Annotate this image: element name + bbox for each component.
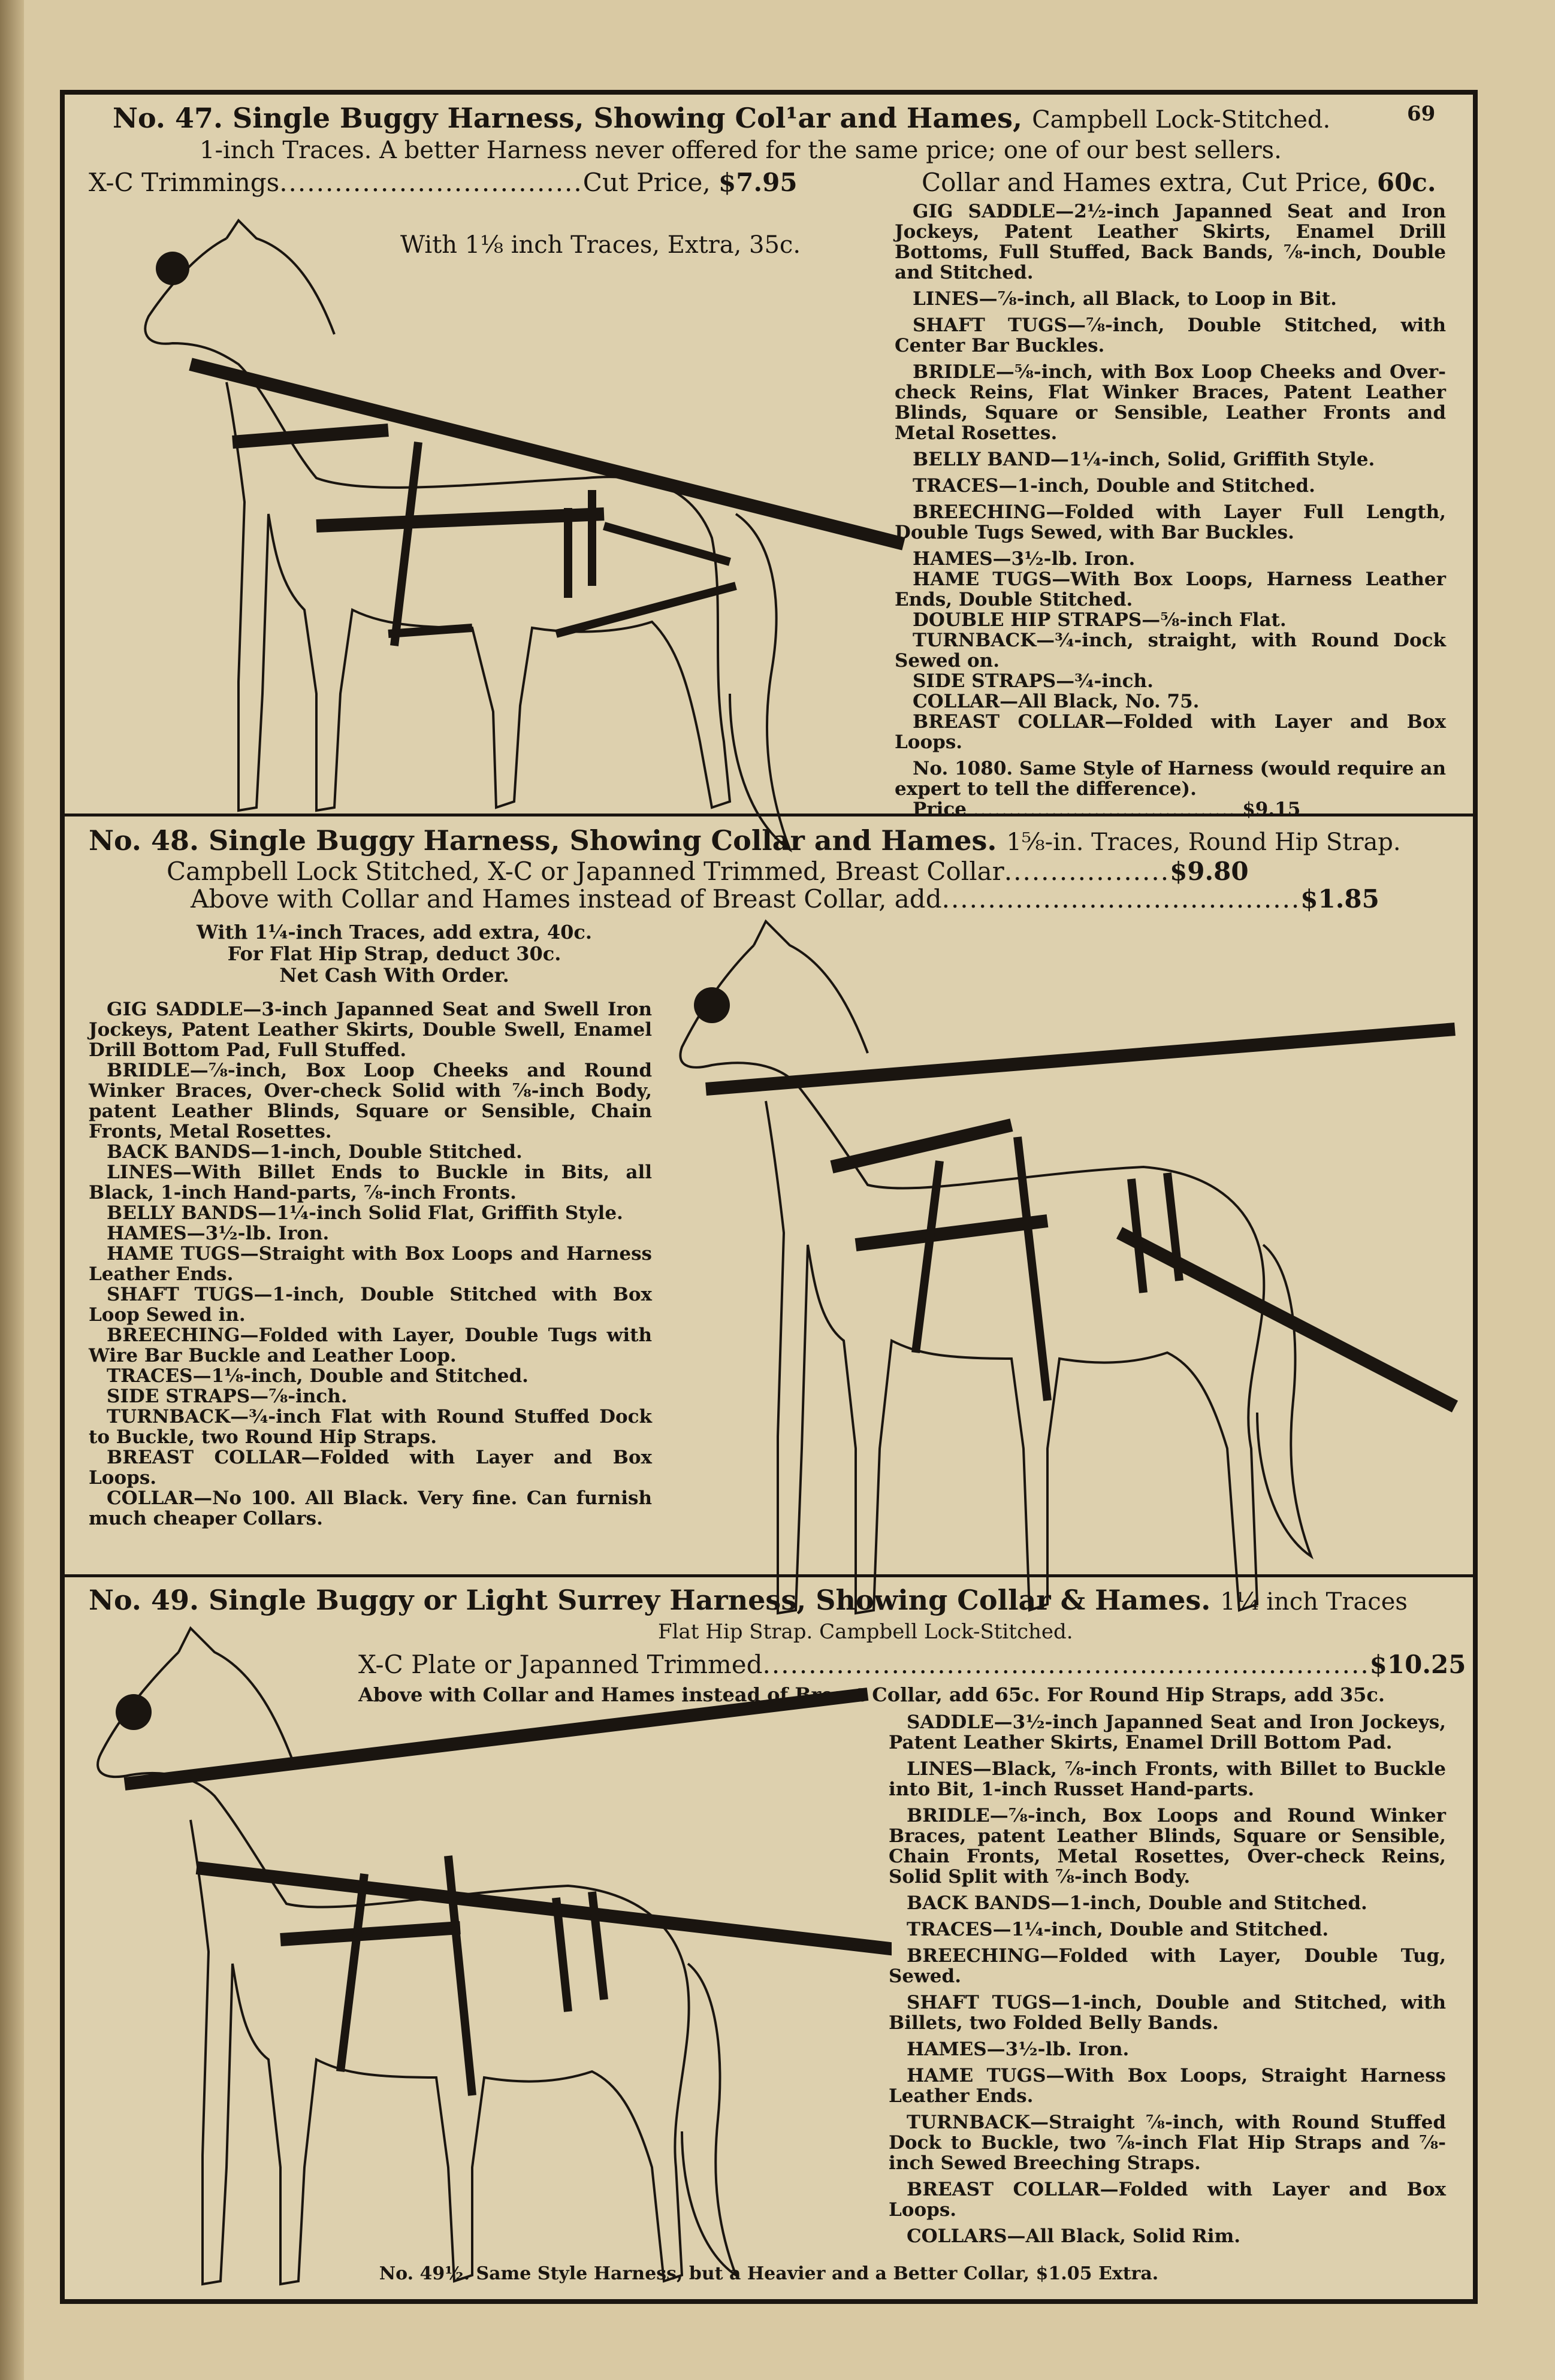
item48-horse-illustration [664, 909, 1467, 1652]
page-binding-edge [0, 0, 24, 2380]
item47-number: No. 47. [113, 102, 223, 134]
item49-spec: BREAST COLLAR—Folded with Layer and Box Loops. [889, 2179, 1446, 2221]
item48-title: Single Buggy Harness, Showing Collar and Hames. [209, 824, 997, 857]
item48-spec: BELLY BANDS—1¼-inch Solid Flat, Griffith Style. [107, 1202, 623, 1224]
item48-note: For Flat Hip Strap, deduct 30c. [227, 942, 561, 965]
item48-spec: COLLAR—No 100. All Black. Very fine. Can furnish much cheaper Collars. [89, 1487, 652, 1529]
item49-spec: BRIDLE—⅞-inch, Box Loops and Round Winker Braces, patent Leather Blinds, Square or Sensible, Chain Fronts, Metal Rosettes, Over-check Reins, Solid Split with ⅞-inch Body. [889, 1805, 1446, 1888]
item49-title: Single Buggy or Light Surrey Harness, Showing Collar & Hames. [209, 1584, 1211, 1616]
item47-alt-text: Same Style of Harness (would require an expert to tell the difference). [895, 758, 1447, 800]
item48-price: $9.80 [1170, 857, 1249, 886]
item47-spec: BREECHING—Folded with Layer Full Length, Double Tugs Sewed, with Bar Buckles. [895, 501, 1446, 543]
item48-price-line: Campbell Lock Stitched, X-C or Japanned Trimmed, Breast Collar..................$9.80 [167, 857, 1249, 886]
item49-spec: LINES—Black, ⅞-inch Fronts, with Billet to Buckle into Bit, 1-inch Russet Hand-parts. [889, 1758, 1446, 1800]
item48-header [89, 824, 1401, 857]
item47-stitch: Campbell Lock-Stitched. [1032, 106, 1331, 134]
item48-spec: TURNBACK—¾-inch Flat with Round Stuffed Dock to Buckle, two Round Hip Straps. [89, 1406, 652, 1448]
item49-spec: SHAFT TUGS—1-inch, Double and Stitched, with Billets, two Folded Belly Bands. [889, 1992, 1446, 2034]
item48-spec: BREECHING—Folded with Layer, Double Tugs with Wire Bar Buckle and Leather Loop. [89, 1324, 652, 1366]
item47-horse-illustration [137, 214, 928, 873]
item47-alt [895, 758, 1446, 799]
item48-price-line2: Above with Collar and Hames instead of Breast Collar, add.......................................$1.85 [191, 884, 1379, 914]
item47-spec: COLLAR—All Black, No. 75. [913, 691, 1200, 712]
item47-alt-number: No. 1080. [913, 758, 1013, 779]
item48-note: Net Cash With Order. [279, 964, 509, 987]
item48-spec: LINES—With Billet Ends to Buckle in Bits, all Black, 1-inch Hand-parts, ⅞-inch Fronts. [89, 1162, 652, 1203]
item48-line3: Above with Collar and Hames instead of Breast Collar, add [191, 884, 942, 914]
item47-spec: GIG SADDLE—2½-inch Japanned Seat and Iron Jockeys, Patent Leather Skirts, Enamel Drill Bottoms, Full Stuffed, Back Bands, ⅞-inch, Double and Stitched. [895, 201, 1446, 283]
item49-header [89, 1584, 1408, 1616]
item49-price: $10.25 [1369, 1650, 1466, 1679]
item49-spec: BACK BANDS—1-inch, Double and Stitched. [907, 1892, 1367, 1914]
item47-extra-line [922, 168, 1436, 197]
item49-number: No. 49. [89, 1584, 199, 1616]
item49-trim-label: X-C Plate or Japanned Trimmed [358, 1650, 763, 1679]
item47-spec: TURNBACK—¾-inch, straight, with Round Dock Sewed on. [895, 630, 1446, 672]
item48-notes [125, 921, 664, 986]
item48-spec: BREAST COLLAR—Folded with Layer and Box Loops. [89, 1447, 652, 1489]
item49-spec: COLLARS—All Black, Solid Rim. [907, 2225, 1241, 2247]
item47-title: Single Buggy Harness, Showing Col¹ar and Hames, [233, 102, 1023, 134]
item47-header [113, 102, 1330, 134]
item48-spec: BACK BANDS—1-inch, Double Stitched. [107, 1141, 523, 1163]
item47-spec: DOUBLE HIP STRAPS—⅝-inch Flat. [913, 609, 1287, 631]
item47-alt-price-line: Price ..................................... $9.15 [913, 799, 1301, 820]
item48-traces: 1⅝-in. Traces, Round Hip Strap. [1006, 828, 1401, 856]
item47-spec: HAME TUGS—With Box Loops, Harness Leather Ends, Double Stitched. [895, 568, 1446, 610]
item49-traces: 1¼ inch Traces [1220, 1588, 1408, 1616]
item47-alt-price-label: Price [913, 799, 967, 820]
item49-line3: Above with Collar and Hames instead of Breast Collar, add 65c. For Round Hip Straps, add 35c. [358, 1683, 1385, 1706]
item48-spec: BRIDLE—⅞-inch, Box Loop Cheeks and Round Winker Braces, Over-check Solid with ⅞-inch Body, patent Leather Blinds, Square or Sensible, Chain Fronts, Metal Rosettes. [89, 1060, 652, 1142]
section-divider [65, 814, 1473, 816]
section-divider [65, 1574, 1473, 1577]
item49-horse-illustration [77, 1616, 892, 2317]
item47-price-label: Cut Price, [582, 168, 711, 197]
item47-traces-note: With 1⅛ inch Traces, Extra, 35c. [400, 231, 801, 259]
item47-spec: BRIDLE—⅝-inch, with Box Loop Cheeks and Over-check Reins, Flat Winker Braces, Patent Leather Blinds, Square or Sensible, Leather Fronts and Metal Rosettes. [895, 361, 1446, 444]
item47-spec: BELLY BAND—1¼-inch, Solid, Griffith Style. [913, 449, 1375, 470]
item48-spec: HAME TUGS—Straight with Box Loops and Harness Leather Ends. [89, 1243, 652, 1285]
item49-spec: TURNBACK—Straight ⅞-inch, with Round Stuffed Dock to Buckle, two ⅞-inch Flat Hip Straps and ⅞-inch Sewed Breeching Straps. [889, 2112, 1446, 2174]
item47-trim-label: X-C Trimmings [89, 168, 280, 197]
item47-spec: HAMES—3½-lb. Iron. [913, 548, 1136, 570]
item49-spec: TRACES—1¼-inch, Double and Stitched. [907, 1919, 1329, 1940]
item49-spec: BREECHING—Folded with Layer, Double Tug, Sewed. [889, 1945, 1446, 1987]
item49-price-line: X-C Plate or Japanned Trimmed..................................................................$10.25 [358, 1650, 1466, 1679]
item48-number: No. 48. [89, 824, 199, 857]
item49-spec: HAME TUGS—With Box Loops, Straight Harness Leather Ends. [889, 2065, 1446, 2107]
item48-spec: SIDE STRAPS—⅞-inch. [107, 1386, 348, 1407]
item48-spec: SHAFT TUGS—1-inch, Double Stitched with Box Loop Sewed in. [89, 1284, 652, 1326]
item48-line2: Campbell Lock Stitched, X-C or Japanned Trimmed, Breast Collar [167, 857, 1004, 886]
item47-price: $7.95 [718, 168, 798, 197]
item48-spec: GIG SADDLE—3-inch Japanned Seat and Swell Iron Jockeys, Patent Leather Skirts, Double Swell, Enamel Drill Bottom Pad, Full Stuffed. [89, 999, 652, 1061]
item49-spec: HAMES—3½-lb. Iron. [907, 2039, 1130, 2060]
item47-spec: LINES—⅞-inch, all Black, to Loop in Bit. [913, 288, 1337, 310]
item48-note: With 1¼-inch Traces, add extra, 40c. [196, 921, 593, 943]
item48-spec-list [89, 999, 652, 1529]
item47-spec: BREAST COLLAR—Folded with Layer and Box Loops. [895, 711, 1446, 753]
item47-extra-price: 60c. [1376, 168, 1436, 197]
item49-spec-list [889, 1712, 1446, 2252]
item47-spec-list [895, 201, 1446, 819]
item48-price2: $1.85 [1300, 884, 1379, 914]
item47-extra-label: Collar and Hames extra, Cut Price, [922, 168, 1369, 197]
page-number: 69 [1407, 102, 1436, 126]
item47-spec: SHAFT TUGS—⅞-inch, Double Stitched, with Center Bar Buckles. [895, 314, 1446, 356]
item49-spec: SADDLE—3½-inch Japanned Seat and Iron Jockeys, Patent Leather Skirts, Enamel Drill Bottom Pad. [889, 1711, 1446, 1753]
item49-footer: No. 49½. Same Style Harness, but a Heavier and a Better Collar, $1.05 Extra. [379, 2263, 1159, 2284]
item48-spec: HAMES—3½-lb. Iron. [107, 1223, 330, 1244]
item47-spec: TRACES—1-inch, Double and Stitched. [913, 475, 1315, 497]
item48-spec: TRACES—1⅛-inch, Double and Stitched. [107, 1365, 529, 1387]
item49-line2: Flat Hip Strap. Campbell Lock-Stitched. [658, 1620, 1073, 1644]
item47-alt-price: $9.15 [1242, 799, 1301, 820]
item47-price-line: X-C Trimmings.................................Cut Price, $7.95 [89, 168, 798, 197]
item47-spec: SIDE STRAPS—¾-inch. [913, 670, 1154, 692]
catalog-page [60, 90, 1478, 2304]
item47-line2: 1-inch Traces. A better Harness never offered for the same price; one of our best sellers. [200, 137, 1282, 164]
